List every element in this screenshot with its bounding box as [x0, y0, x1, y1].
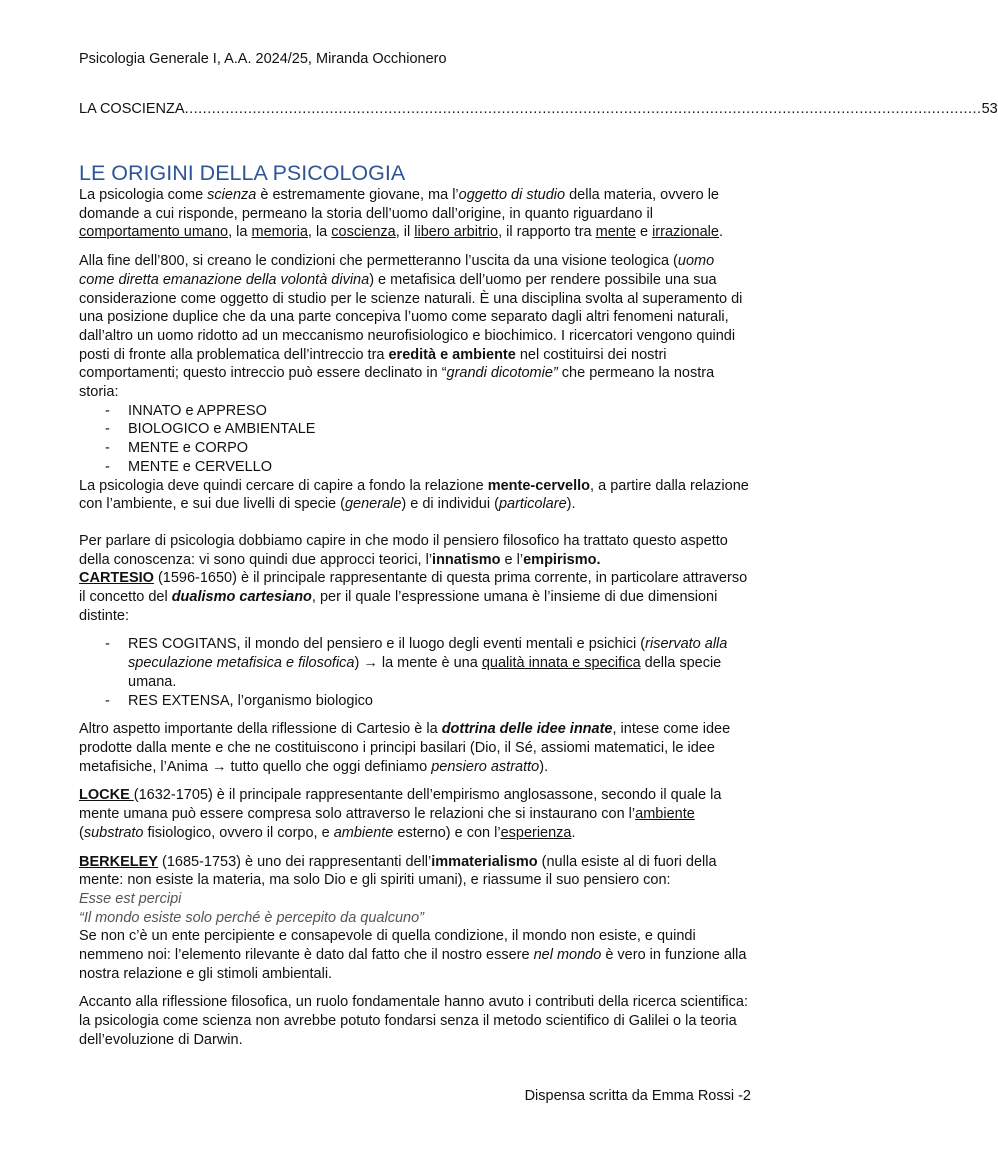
text-underlined: comportamento umano: [79, 224, 229, 241]
text: è vero in funzione alla nostra relazione e gli stimoli ambientali.: [79, 947, 747, 982]
text-bold: innatismo: [432, 551, 501, 568]
toc-entry-label: LA COSCIENZA: [79, 101, 185, 117]
dichotomy-list: [79, 402, 751, 477]
text-bold-italic: dottrina delle idee innate: [441, 721, 613, 738]
list-item: - RES EXTENSA, l’organismo biologico: [79, 692, 751, 711]
text: (: [79, 824, 84, 841]
list-item: [79, 635, 751, 691]
text-underlined: qualità innata e specifica: [481, 655, 641, 672]
text: , il: [395, 224, 415, 241]
text-bold: immaterialismo: [431, 853, 538, 870]
text: La psicologia come: [79, 187, 208, 203]
text-italic: pensiero astratto: [431, 758, 540, 775]
text: è estremamente giovane, ma l’: [256, 187, 459, 203]
text-italic: oggetto di studio: [458, 187, 566, 203]
quote: “Il mondo esiste solo perché è percepito da qualcuno”: [79, 909, 424, 926]
text-bold: mente-cervello: [487, 477, 591, 494]
text-italic: ambiente: [333, 824, 394, 841]
page-header: Psicologia Generale I, A.A. 2024/25, Miranda Occhionero: [79, 51, 447, 67]
paragraph-context: [79, 252, 751, 402]
document-body: [79, 186, 751, 1050]
text: ).: [539, 758, 549, 775]
text: , a partire dalla relazione con l’ambiente, e sui due livelli di specie (: [79, 477, 749, 513]
text-italic: substrato: [83, 824, 144, 841]
list-item: - MENTE e CERVELLO: [79, 458, 751, 477]
text: (1596-1650) è il principale rappresentante di questa prima corrente, in particolare attraverso il concetto del: [79, 570, 748, 606]
latin-quote: Esse est percipi: [79, 890, 182, 907]
paragraph-locke: [79, 786, 751, 842]
text: nel costituirsi dei nostri comportamenti; questo intreccio può essere declinato in “: [79, 346, 667, 382]
text: ).: [566, 496, 576, 513]
list-item: - MENTE e CORPO: [79, 439, 751, 458]
text-italic: grandi dicotomie”: [446, 365, 558, 382]
page-footer: Dispensa scritta da Emma Rossi -2: [524, 1088, 751, 1104]
paragraph-mind-brain: [79, 477, 751, 514]
text: , il rapporto tra: [498, 224, 596, 241]
text-underlined: ambiente: [635, 806, 695, 823]
paragraph-berkeley: [79, 853, 751, 984]
text-italic: nel mondo: [533, 947, 602, 964]
text-bold: eredità e ambiente: [388, 346, 516, 363]
text: , per il quale l’espressione umana è l’insieme di due dimensioni distinte:: [79, 589, 718, 624]
text-underlined: irrazionale: [652, 224, 719, 241]
text-italic: uomo come diretta emanazione della volontà divina: [79, 253, 715, 288]
text: ) e metafisica dell’uomo per rendere possibile una sua considerazione come oggetto di studio per le scienze naturali. È una disciplina svolta al superamento di una posizione duplice che da una parte concepiva l’uomo come separato dagli altri fenomeni naturali, dall’altro un uomo ridotto ad un meccanismo neurofisiologico e biochimico. I ricercatori vengono quindi posti di fronte alla problematica dell’intreccio tra: [79, 271, 743, 363]
text: (nulla esiste al di fuori della mente: non esiste la materia, ma solo Dio e gli spiriti umani), e riassume il suo pensiero con:: [79, 853, 717, 889]
toc-page-number: 53: [981, 101, 998, 117]
text-bold-italic: dualismo cartesiano: [171, 589, 312, 606]
toc-entry[interactable]: [79, 100, 998, 118]
text: esterno) e con l’: [393, 824, 501, 841]
text-bold: empirismo.: [523, 551, 601, 568]
text: (1632-1705) è il principale rappresentante dell’empirismo anglosassone, secondo il quale la mente umana può essere compresa solo attraverso le relazioni che si instaurano con l’: [79, 787, 722, 823]
list-item: - INNATO e APPRESO: [79, 402, 751, 421]
text-italic: scienza: [207, 187, 257, 203]
author-name-locke: LOCKE: [79, 787, 134, 804]
section-title: LE ORIGINI DELLA PSICOLOGIA: [79, 161, 406, 185]
text-underlined: libero arbitrio: [414, 224, 499, 241]
text: che permeano la nostra storia:: [79, 365, 715, 401]
text: .: [571, 824, 576, 841]
text: ) → la mente è una: [354, 655, 482, 672]
text: Se non c’è un ente percipiente e consapevole di quella condizione, il mondo non esiste, e quindi nemmeno noi: l’elemento rilevante è dato dal fatto che il nostro essere: [79, 928, 696, 964]
dualism-list: [79, 635, 751, 710]
text: ) e di individui (: [401, 496, 499, 513]
author-name-cartesio: CARTESIO: [79, 570, 154, 587]
text: La psicologia deve quindi cercare di capire a fondo la relazione: [79, 477, 488, 494]
text: , intese come idee prodotte dalla mente e che ne costituiscono i principi basilari (Dio, il Sé, assiomi matematici, le idee metafisiche, l’Anima → tutto quello che oggi definiamo: [79, 721, 731, 775]
text-italic: riservato alla speculazione metafisica e filosofica: [128, 636, 728, 672]
text: e l’: [500, 551, 524, 568]
text: della specie umana.: [128, 655, 722, 690]
paragraph-science: Accanto alla riflessione filosofica, un ruolo fondamentale hanno avuto i contributi della ricerca scientifica: la psicologia come scienza non avrebbe potuto fondarsi senza il metodo scientifico di Galilei o la teoria dell’evoluzione di Darwin.: [79, 994, 748, 1048]
text: Alla fine dell’800, si creano le condizioni che permetteranno l’uscita da una visione teologica (: [79, 253, 678, 270]
list-item: - BIOLOGICO e AMBIENTALE: [79, 420, 751, 439]
paragraph-innate-ideas: [79, 720, 751, 776]
text: Altro aspetto importante della riflessione di Cartesio è la: [79, 721, 442, 738]
paragraph-intro: [79, 186, 751, 242]
text-italic: generale: [344, 496, 402, 513]
text-italic: particolare: [498, 496, 567, 513]
text: della materia, ovvero le domande a cui risponde, permeano la storia dell’uomo dall’origine, in quanto riguardano il: [79, 187, 719, 222]
paragraph-philosophy: [79, 532, 751, 626]
text: (1685-1753) è uno dei rappresentanti dell’: [157, 853, 432, 870]
text: , la: [228, 224, 252, 241]
text-underlined: memoria: [251, 224, 308, 241]
author-name-berkeley: BERKELEY: [79, 853, 158, 870]
text-underlined: esperienza: [500, 824, 572, 841]
toc-leader-dots: ................................................................................................................................................................................: [184, 101, 982, 117]
text-underlined: coscienza: [331, 224, 396, 241]
text: , la: [307, 224, 332, 241]
text: RES COGITANS, il mondo del pensiero e il luogo degli eventi mentali e psichici (: [128, 636, 646, 653]
text: e: [635, 224, 653, 241]
text: .: [718, 224, 723, 241]
text: Per parlare di psicologia dobbiamo capire in che modo il pensiero filosofico ha trattato questo aspetto della conoscenza: vi sono quindi due approcci teorici, l’: [79, 532, 728, 568]
text-underlined: mente: [595, 224, 636, 241]
text: fisiologico, ovvero il corpo, e: [143, 824, 334, 841]
